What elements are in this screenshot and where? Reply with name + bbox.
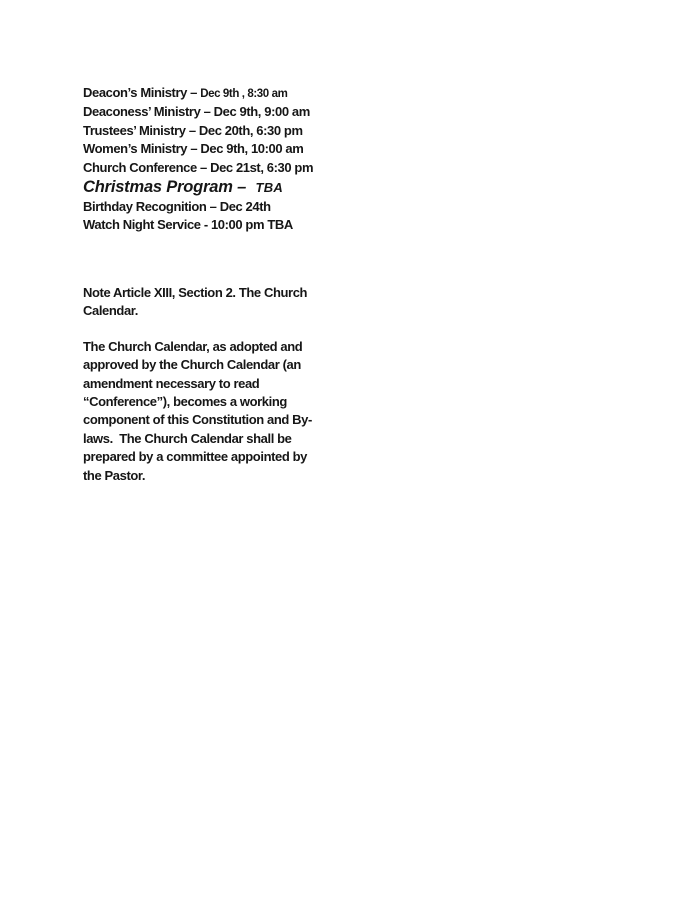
- church-calendar-paragraph: [83, 338, 312, 485]
- note-line: Calendar.: [83, 303, 138, 319]
- schedule-line: Watch Night Service - 10:00 pm TBA: [83, 217, 293, 233]
- schedule-line: Trustees’ Ministry – Dec 20th, 6:30 pm: [83, 122, 303, 138]
- paragraph-line: approved by the Church Calendar (an: [83, 357, 301, 373]
- schedule-line-suffix: Dec 9th , 8:30 am: [200, 88, 288, 100]
- paragraph-line: amendment necessary to read: [83, 375, 260, 391]
- note-paragraph: [83, 284, 312, 321]
- paragraph-line: component of this Constitution and By-: [83, 412, 312, 428]
- article-note-block: [83, 284, 312, 485]
- paragraph-line: prepared by a committee appointed by: [83, 449, 307, 465]
- paragraph-line: “Conference”), becomes a working: [83, 394, 287, 410]
- schedule-line: Birthday Recognition – Dec 24th: [83, 199, 271, 215]
- christmas-program-tba: TBA: [255, 180, 284, 196]
- paragraph-line: The Church Calendar, as adopted and: [83, 338, 303, 354]
- paragraph-line: the Pastor.: [83, 467, 146, 483]
- schedule-line: Deaconess’ Ministry – Dec 9th, 9:00 am: [83, 104, 310, 120]
- note-line: Note Article XIII, Section 2. The Church: [83, 285, 308, 300]
- christmas-program-label: Christmas Program –: [83, 178, 251, 197]
- christmas-program-line: [83, 177, 313, 198]
- schedule-line-main: Deacon’s Ministry –: [83, 85, 201, 100]
- schedule-line: Church Conference – Dec 21st, 6:30 pm: [83, 159, 314, 175]
- paragraph-line: laws. The Church Calendar shall be: [83, 430, 292, 446]
- ministry-schedule-block: [83, 84, 313, 235]
- schedule-line: [83, 84, 313, 103]
- schedule-line: Women’s Ministry – Dec 9th, 10:00 am: [83, 141, 304, 157]
